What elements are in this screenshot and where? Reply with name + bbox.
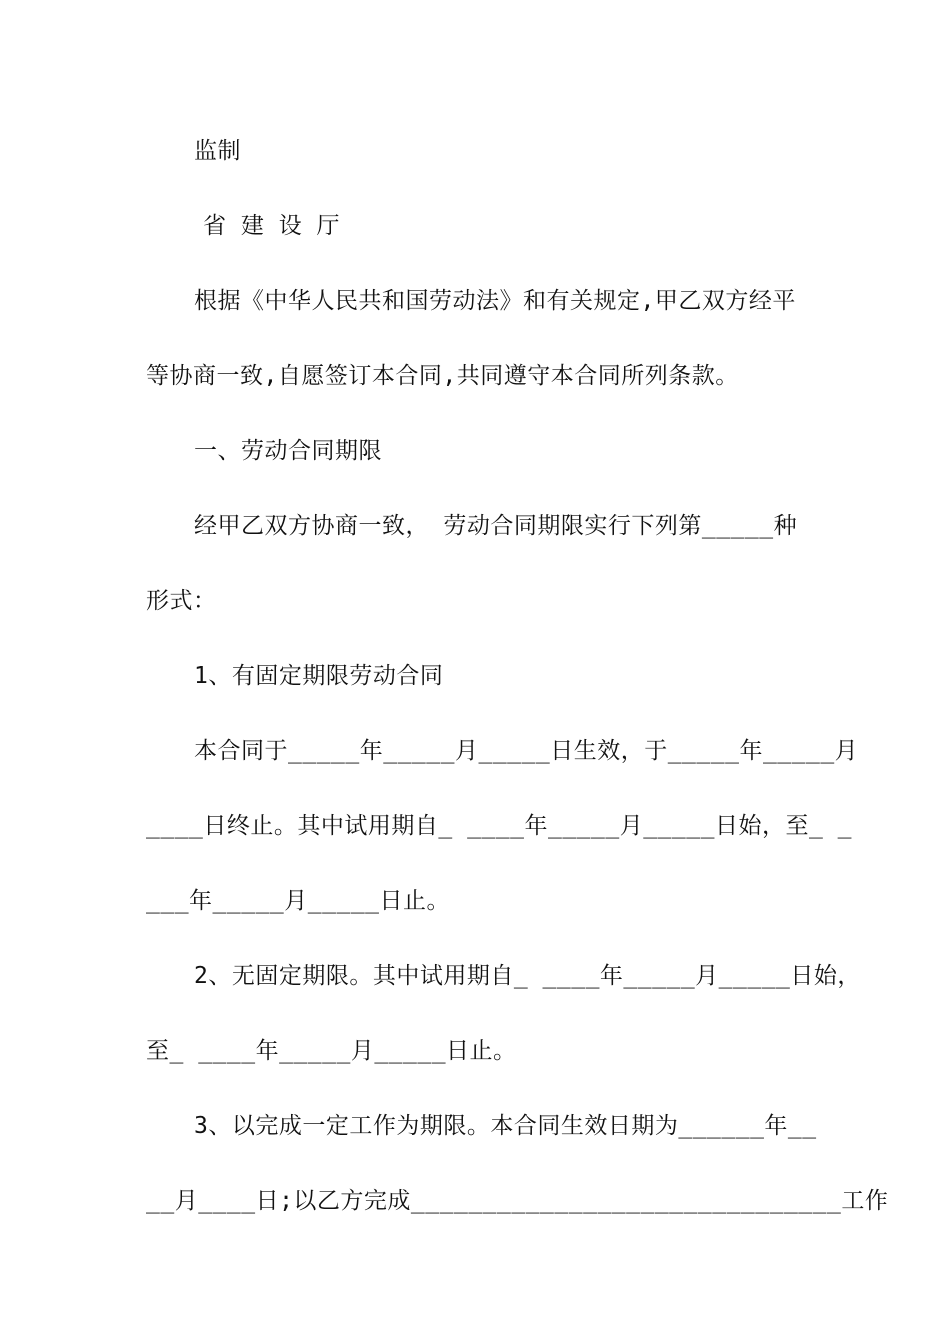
clause-1-heading: 1、有固定期限劳动合同 bbox=[194, 663, 444, 689]
clause-1-line-2: ____日终止。其中试用期自_ ____年_____月_____日始，至_ _ bbox=[146, 813, 852, 839]
clause-3-line-2: __月____日;以乙方完成______________________________工作 bbox=[146, 1188, 889, 1214]
issuer-label: 省 建 设 厅 bbox=[203, 213, 341, 239]
clause-1-line-1: 本合同于_____年_____月_____日生效，于_____年_____月 bbox=[194, 738, 859, 764]
clause-2-line-1: 2、无固定期限。其中试用期自_ ____年_____月_____日始， bbox=[194, 963, 861, 989]
preamble-line-2: 等协商一致,自愿签订本合同,共同遵守本合同所列条款。 bbox=[146, 363, 739, 389]
term-paragraph-line-1: 经甲乙双方协商一致， 劳动合同期限实行下列第_____种 bbox=[194, 513, 798, 539]
clause-2-line-2: 至_ ____年_____月_____日止。 bbox=[146, 1038, 517, 1064]
term-paragraph-line-2: 形式： bbox=[146, 588, 217, 614]
preamble-line-1: 根据《中华人民共和国劳动法》和有关规定,甲乙双方经平 bbox=[194, 288, 796, 314]
section-heading-term: 一、劳动合同期限 bbox=[194, 438, 382, 464]
clause-3-line-1: 3、以完成一定工作为期限。本合同生效日期为______年__ bbox=[194, 1113, 817, 1139]
clause-1-line-3: ___年_____月_____日止。 bbox=[146, 888, 451, 914]
supervisor-label: 监制 bbox=[194, 138, 241, 164]
